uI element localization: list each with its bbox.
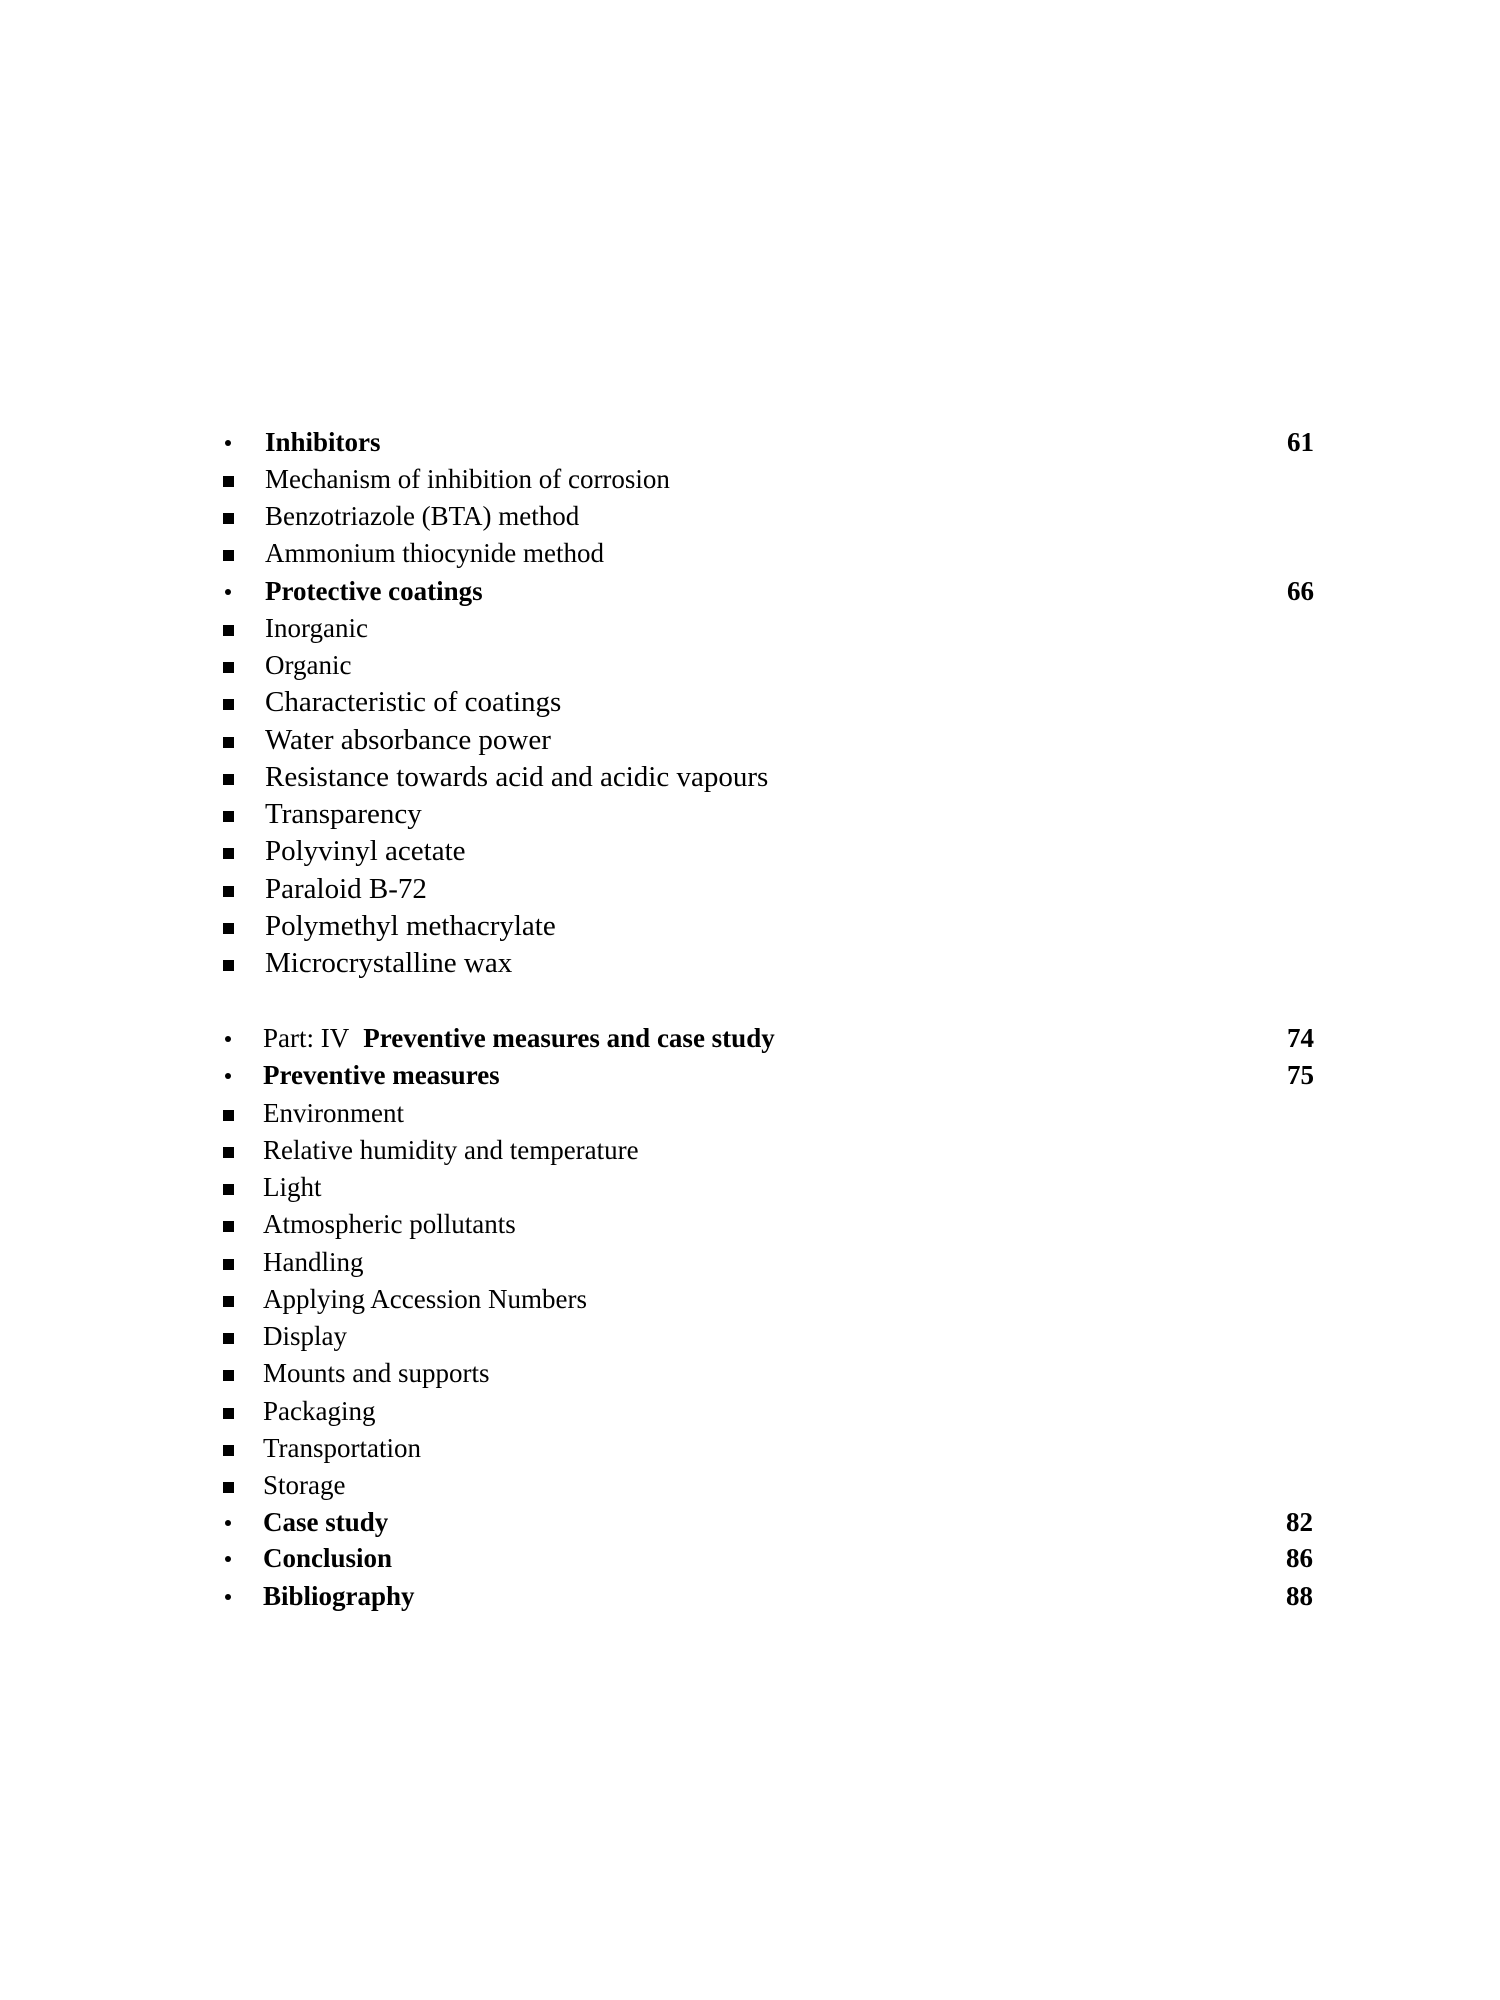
square-bullet-icon bbox=[220, 945, 240, 982]
toc-entry-label: Microcrystalline wax bbox=[265, 947, 513, 979]
square-bullet-icon bbox=[220, 871, 240, 908]
toc-entry-label: Inhibitors bbox=[265, 427, 381, 457]
square-bullet-icon bbox=[220, 908, 240, 945]
toc-entry-label: Ammonium thiocynide method bbox=[265, 538, 604, 568]
toc-entry bbox=[0, 759, 1500, 796]
toc-entry-label: Paraloid B-72 bbox=[265, 873, 427, 905]
square-bullet-icon bbox=[220, 1281, 240, 1318]
square-bullet-icon bbox=[220, 1169, 240, 1206]
toc-entry bbox=[0, 1355, 1500, 1392]
toc-entry bbox=[0, 535, 1500, 572]
toc-entry-label: Environment bbox=[263, 1098, 404, 1128]
toc-page-number: 82 bbox=[1286, 1507, 1313, 1537]
toc-entry-label: Transportation bbox=[263, 1433, 422, 1463]
square-bullet-icon bbox=[220, 1132, 240, 1169]
toc-page-number: 75 bbox=[1287, 1060, 1314, 1090]
toc-entry bbox=[0, 796, 1500, 833]
toc-entry-label: Light bbox=[263, 1172, 322, 1202]
toc-entry-label: Protective coatings bbox=[265, 576, 483, 606]
toc-entry bbox=[0, 1393, 1500, 1430]
toc-entry bbox=[0, 1578, 1500, 1615]
square-bullet-icon bbox=[220, 796, 240, 833]
toc-entry-label: Display bbox=[263, 1321, 347, 1351]
square-bullet-icon bbox=[220, 1244, 240, 1281]
toc-entry bbox=[0, 1540, 1500, 1577]
bullet-icon bbox=[220, 573, 240, 610]
bullet-icon bbox=[220, 1540, 240, 1577]
square-bullet-icon bbox=[220, 498, 240, 535]
bullet-icon bbox=[220, 424, 240, 461]
toc-entry-label: Bibliography bbox=[263, 1581, 415, 1611]
toc-entry bbox=[0, 1467, 1500, 1504]
square-bullet-icon bbox=[220, 1355, 240, 1392]
square-bullet-icon bbox=[220, 647, 240, 684]
square-bullet-icon bbox=[220, 833, 240, 870]
toc-entry bbox=[0, 424, 1500, 461]
toc-entry-label: Mounts and supports bbox=[263, 1358, 490, 1388]
toc-entry bbox=[0, 1244, 1500, 1281]
toc-entry-label: Characteristic of coatings bbox=[265, 686, 562, 718]
bullet-icon bbox=[220, 1020, 240, 1057]
toc-page-number: 86 bbox=[1286, 1543, 1313, 1573]
toc-entry bbox=[0, 1132, 1500, 1169]
bullet-icon bbox=[220, 1057, 240, 1094]
square-bullet-icon bbox=[220, 1318, 240, 1355]
square-bullet-icon bbox=[220, 759, 240, 796]
toc-entry bbox=[0, 1430, 1500, 1467]
toc-entry-label: Polyvinyl acetate bbox=[265, 835, 466, 867]
toc-entry-label: Polymethyl methacrylate bbox=[265, 910, 556, 942]
square-bullet-icon bbox=[220, 461, 240, 498]
toc-entry bbox=[0, 908, 1500, 945]
toc-entry bbox=[0, 1504, 1500, 1541]
toc-entry bbox=[0, 871, 1500, 908]
toc-entry bbox=[0, 498, 1500, 535]
toc-page-number: 61 bbox=[1287, 427, 1314, 457]
toc-entry-label: Packaging bbox=[263, 1396, 376, 1426]
square-bullet-icon bbox=[220, 535, 240, 572]
toc-entry-label: Handling bbox=[263, 1247, 364, 1277]
toc-page-number: 88 bbox=[1286, 1581, 1313, 1611]
toc-entry bbox=[0, 610, 1500, 647]
toc-entry bbox=[0, 461, 1500, 498]
toc-entry bbox=[0, 1057, 1500, 1094]
bullet-icon bbox=[220, 1504, 240, 1541]
toc-entry bbox=[0, 1281, 1500, 1318]
toc-entry bbox=[0, 647, 1500, 684]
square-bullet-icon bbox=[220, 1206, 240, 1243]
toc-entry bbox=[0, 1206, 1500, 1243]
square-bullet-icon bbox=[220, 610, 240, 647]
toc-entry bbox=[0, 833, 1500, 870]
square-bullet-icon bbox=[220, 1467, 240, 1504]
square-bullet-icon bbox=[220, 684, 240, 721]
part-prefix: Part: IV bbox=[263, 1023, 350, 1053]
toc-entry-label: Mechanism of inhibition of corrosion bbox=[265, 464, 670, 494]
toc-entry-label: Inorganic bbox=[265, 613, 368, 643]
toc-entry bbox=[0, 573, 1500, 610]
toc-entry-part-heading bbox=[0, 1020, 1500, 1057]
toc-entry-label: Organic bbox=[265, 650, 352, 680]
toc-entry-label: Relative humidity and temperature bbox=[263, 1135, 639, 1165]
toc-entry bbox=[0, 945, 1500, 982]
toc-entry-label: Storage bbox=[263, 1470, 346, 1500]
toc-entry bbox=[0, 684, 1500, 721]
toc-page-number: 74 bbox=[1287, 1023, 1314, 1053]
toc-entry-label: Water absorbance power bbox=[265, 724, 551, 756]
square-bullet-icon bbox=[220, 722, 240, 759]
toc-entry bbox=[0, 1169, 1500, 1206]
toc-entry bbox=[0, 1318, 1500, 1355]
toc-entry-label: Preventive measures bbox=[263, 1060, 500, 1090]
toc-entry bbox=[0, 1095, 1500, 1132]
square-bullet-icon bbox=[220, 1095, 240, 1132]
toc-entry-label: Atmospheric pollutants bbox=[263, 1209, 516, 1239]
toc-entry bbox=[0, 722, 1500, 759]
toc-entry-label bbox=[263, 1020, 775, 1057]
toc-page-number: 66 bbox=[1287, 576, 1314, 606]
toc-entry-label: Conclusion bbox=[263, 1543, 393, 1573]
toc-entry-label: Transparency bbox=[265, 798, 422, 830]
toc-entry-label: Benzotriazole (BTA) method bbox=[265, 501, 580, 531]
square-bullet-icon bbox=[220, 1430, 240, 1467]
toc-entry-label: Resistance towards acid and acidic vapours bbox=[265, 761, 769, 793]
toc-entry-label: Applying Accession Numbers bbox=[263, 1284, 587, 1314]
bullet-icon bbox=[220, 1578, 240, 1615]
part-title: Preventive measures and case study bbox=[363, 1023, 775, 1053]
toc-entry-label: Case study bbox=[263, 1507, 389, 1537]
square-bullet-icon bbox=[220, 1393, 240, 1430]
